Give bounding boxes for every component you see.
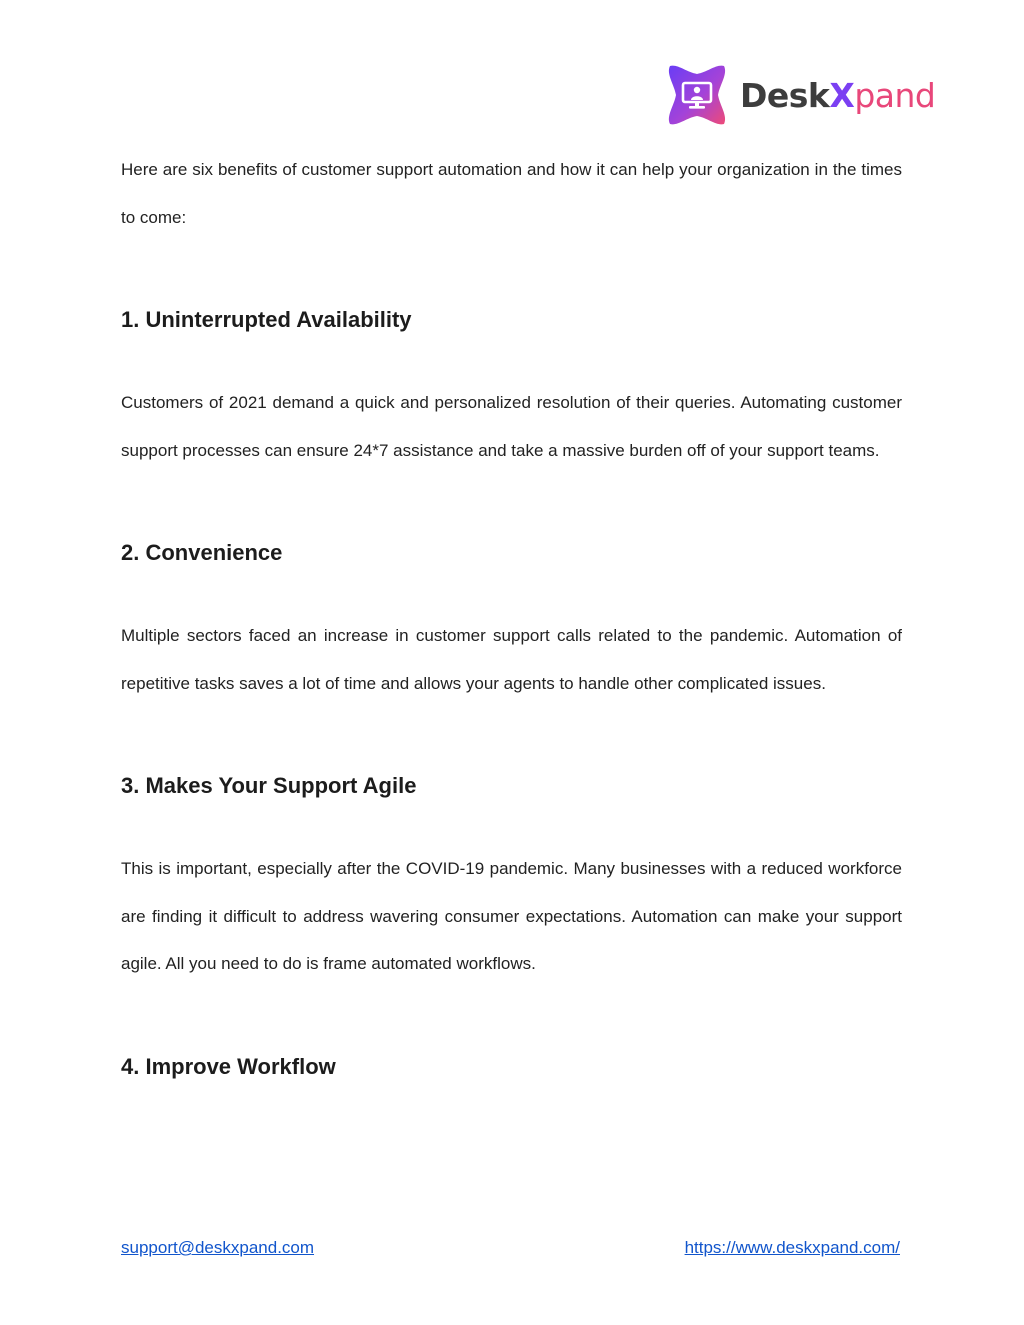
support-email-link[interactable]: support@deskxpand.com — [121, 1238, 315, 1257]
monitor-person-icon — [664, 62, 730, 128]
section-heading-1: 1. Uninterrupted Availability — [121, 307, 412, 332]
intro-paragraph: Here are six benefits of customer support automation and how it can help your organization in the times to come: — [121, 160, 902, 227]
section-heading-3: 3. Makes Your Support Agile — [121, 773, 417, 798]
brand-logo — [664, 60, 944, 130]
brand-name-part3: pand — [854, 75, 936, 115]
brand-name-part2: X — [829, 75, 855, 115]
section-body-2: Multiple sectors faced an increase in customer support calls related to the pandemic. Automation of repetitive tasks saves a lot of time and allows your agents to handle other complicated issues. — [121, 626, 902, 693]
page-footer — [121, 1238, 900, 1258]
brand-name-part1: Desk — [740, 75, 830, 115]
website-link[interactable]: https://www.deskxpand.com/ — [684, 1238, 900, 1257]
section-heading-4: 4. Improve Workflow — [121, 1053, 336, 1079]
section-heading-2: 2. Convenience — [121, 540, 283, 565]
section-body-3: This is important, especially after the COVID-19 pandemic. Many businesses with a reduced workforce are finding it difficult to address wavering consumer expectations. Automation can make your support agile. All you need to do is frame automated workflows. — [121, 859, 902, 973]
document-body — [121, 146, 902, 1082]
brand-wordmark — [740, 75, 936, 115]
section-body-1: Customers of 2021 demand a quick and personalized resolution of their queries. Automating customer support processes can ensure 24*7 assistance and take a massive burden off of your support teams. — [121, 393, 902, 460]
